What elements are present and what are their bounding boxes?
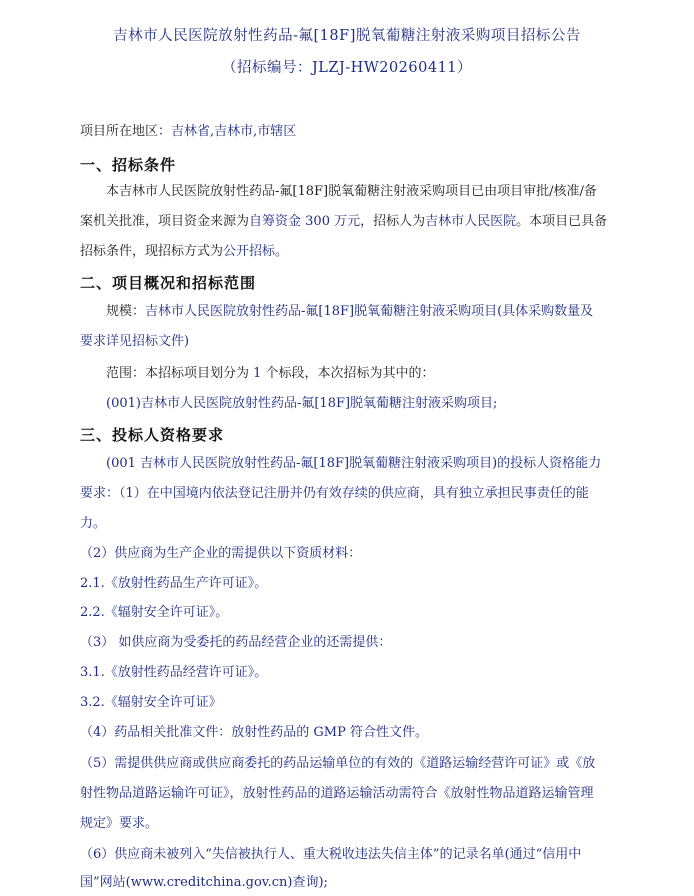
- conditions-text: ，招标人为: [360, 214, 426, 229]
- conditions-line-1: 本吉林市人民医院放射性药品-氟[18F]脱氧葡糖注射液采购项目已由项目审批/核准/备: [106, 184, 597, 199]
- scale-label: 规模：: [106, 304, 146, 319]
- region-label: 项目所在地区：: [80, 124, 172, 139]
- qualification-item: 2.2.《辐射安全许可证》。: [80, 605, 229, 620]
- project-region: [80, 122, 640, 142]
- section-heading-qualification: 三、投标人资格要求: [80, 426, 225, 444]
- conditions-text: 。: [275, 244, 289, 259]
- scope-text: 范围：本招标项目划分为: [106, 366, 254, 381]
- section-heading-conditions: 一、招标条件: [80, 156, 177, 174]
- qualification-line-3: 力。: [80, 516, 107, 531]
- qualification-item: 3.1.《放射性药品经营许可证》。: [80, 665, 268, 680]
- tender-code: （招标编号：JLZJ-HW20260411）: [221, 60, 473, 76]
- qualification-item: （4）药品相关批准文件：放射性药品的 GMP 符合性文件。: [80, 725, 428, 740]
- scope-line: [106, 364, 640, 384]
- qualification-item: （3） 如供应商为受委托的药品经营企业的还需提供：: [80, 635, 392, 650]
- qualification-item-5-line-2: 射性物品道路运输许可证》，放射性药品的道路运输活动需符合《放射性物品道路运输管理: [80, 786, 594, 801]
- qualification-item-6-line-1: （6）供应商未被列入“失信被执行人、重大税收违法失信主体”的记录名单(通过“信用中: [80, 847, 582, 862]
- conditions-line-3: [80, 242, 640, 262]
- tender-method: 公开招标: [223, 244, 276, 259]
- conditions-line-2: [80, 212, 640, 232]
- qualification-item-5-line-3: 规定》要求。: [80, 816, 159, 831]
- scale-line-2: 要求详见招标文件): [80, 334, 190, 349]
- fund-source: 自筹资金 300 万元: [249, 214, 361, 229]
- scale-line-1: [106, 302, 640, 322]
- scope-text: 个标段，本次招标为其中的：: [261, 366, 435, 381]
- region-value: 吉林省,吉林市,市辖区: [171, 124, 297, 139]
- tenderer-name: 吉林市人民医院: [425, 214, 517, 229]
- qualification-item: 3.2.《辐射安全许可证》: [80, 695, 222, 710]
- qualification-item-6-line-2: 国”网站(www.creditchina.gov.cn)查询);: [80, 875, 328, 890]
- conditions-text: 招标条件，现招标方式为: [80, 244, 224, 259]
- qualification-item: （2）供应商为生产企业的需提供以下资质材料：: [80, 546, 362, 561]
- qualification-item-5-line-1: （5）需提供供应商或供应商委托的药品运输单位的有效的《道路运输经营许可证》或《放: [80, 756, 596, 771]
- lot-count: 1: [253, 366, 262, 381]
- conditions-text: 案机关批准，项目资金来源为: [80, 214, 250, 229]
- section-heading-overview: 二、项目概况和招标范围: [80, 274, 257, 292]
- scale-value: 吉林市人民医院放射性药品-氟[18F]脱氧葡糖注射液采购项目(具体采购数量及: [145, 304, 594, 319]
- qualification-item: 2.1.《放射性药品生产许可证》。: [80, 576, 268, 591]
- qualification-line-2: 要求：（1）在中国境内依法登记注册并仍有效存续的供应商，具有独立承担民事责任的能: [80, 486, 589, 501]
- lot-item: (001)吉林市人民医院放射性药品-氟[18F]脱氧葡糖注射液采购项目;: [106, 396, 498, 411]
- qualification-line-1: (001 吉林市人民医院放射性药品-氟[18F]脱氧葡糖注射液采购项目)的投标人资格能力: [106, 456, 602, 471]
- conditions-text: 。本项目已具备: [516, 214, 608, 229]
- page-title: 吉林市人民医院放射性药品-氟[18F]脱氧葡糖注射液采购项目招标公告: [113, 28, 581, 44]
